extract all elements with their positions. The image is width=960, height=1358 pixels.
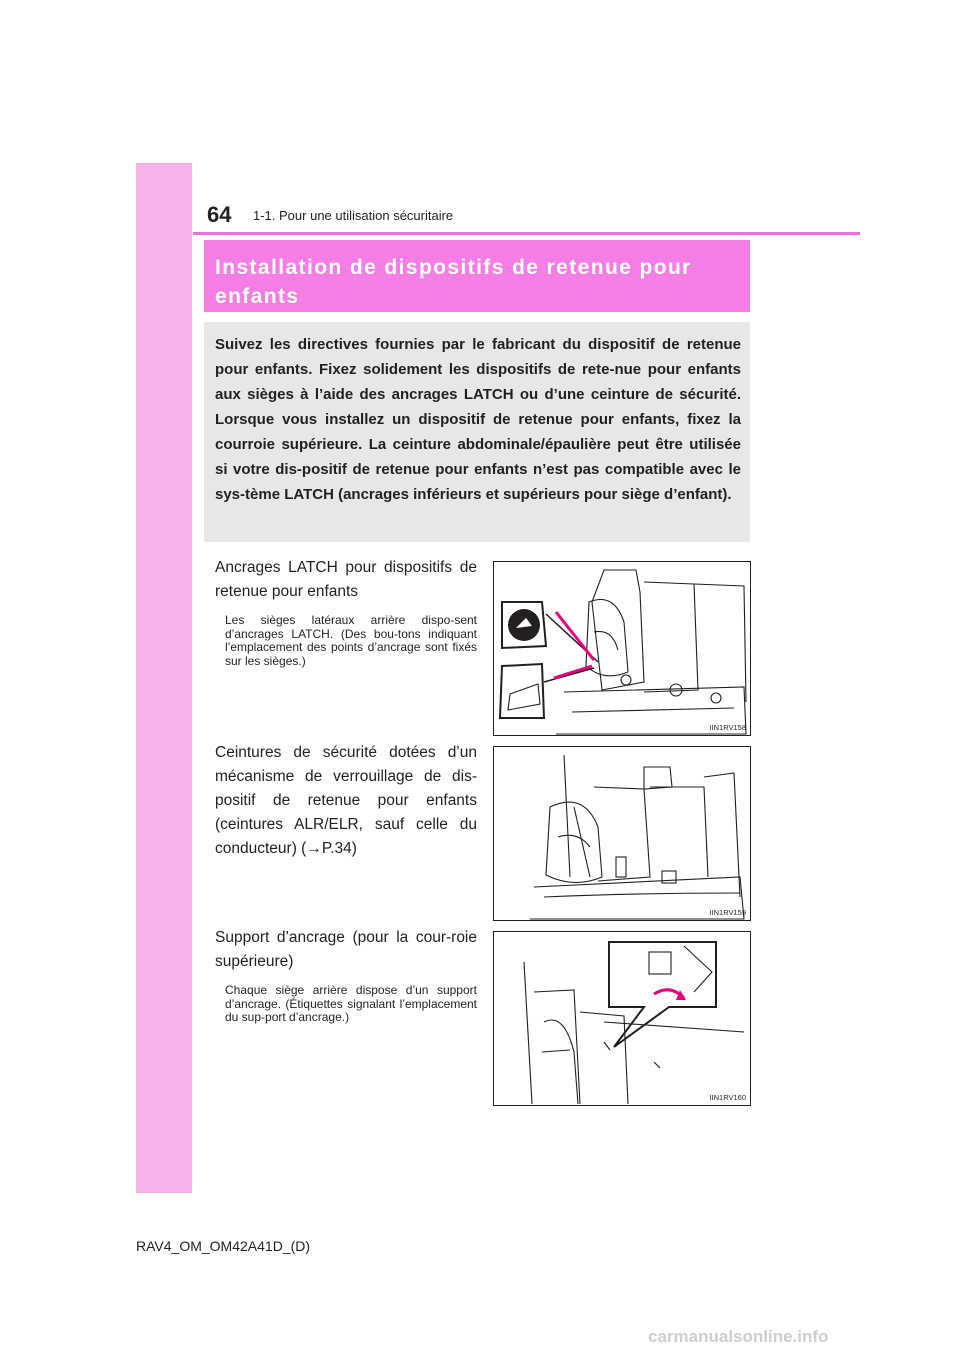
- intro-text: Suivez les directives fournies par le fabricant du dispositif de retenue pour enfants. Fixez solidement les dispositifs de rete-nue pour enfants aux sièges à l’aide des ancrages LATCH ou d’une ceinture de sécurité. Lorsque vous installez un dispositif de retenue pour enfants, fixez la courroie supérieure. La ceinture abdominale/épaulière peut être utilisée si votre dis-positif de retenue pour enfants n’est pas compatible avec le sys-tème LATCH (ancrages inférieurs et supérieurs pour siège d’enfant).: [215, 336, 741, 503]
- page-title: Installation de dispositifs de retenue pour enfants: [215, 256, 692, 308]
- figure-code: IIN1RV160: [709, 1093, 746, 1102]
- figure-anchor-bracket: [493, 931, 751, 1106]
- page-number: 64: [207, 202, 232, 227]
- section-header: 1-1. Pour une utilisation sécuritaire: [253, 208, 454, 223]
- item-title: Ancrages LATCH pour dispositifs de retenue pour enfants: [215, 559, 477, 600]
- item-latch-anchors: [215, 556, 477, 668]
- item-title: Ceintures de sécurité dotées d’un mécanisme de verrouillage de dis-positif de retenue pour enfants (ceintures ALR/ELR, sauf celle du conducteur) (→P.34): [215, 744, 477, 857]
- figure-locking-belts: [493, 746, 751, 921]
- document-code: RAV4_OM_OM42A41D_(D): [136, 1238, 311, 1254]
- figure-code: IIN1RV158: [709, 723, 746, 732]
- intro-box: [204, 322, 750, 542]
- item-description: Les sièges latéraux arrière dispo-sent d’ancrages LATCH. (Des bou-tons indiquant l’emplacement des points d’ancrage sont fixés sur les sièges.): [225, 613, 477, 668]
- side-tab: [136, 163, 192, 1193]
- belt-illustration: [494, 747, 750, 920]
- title-band: [204, 240, 750, 312]
- item-description: Chaque siège arrière dispose d’un support d’ancrage. (Étiquettes signalant l’emplacement du sup-port d’ancrage.): [225, 983, 477, 1024]
- item-locking-belts: [215, 741, 477, 861]
- item-title: Support d’ancrage (pour la cour-roie supérieure): [215, 929, 477, 970]
- figure-code: IIN1RV159: [709, 908, 746, 917]
- anchor-illustration: [494, 932, 750, 1105]
- item-anchor-bracket: [215, 926, 477, 1025]
- header-rule: [193, 232, 860, 235]
- latch-illustration: [494, 562, 750, 735]
- figure-latch-anchors: [493, 561, 751, 736]
- watermark[interactable]: carmanualsonline.info: [648, 1327, 829, 1346]
